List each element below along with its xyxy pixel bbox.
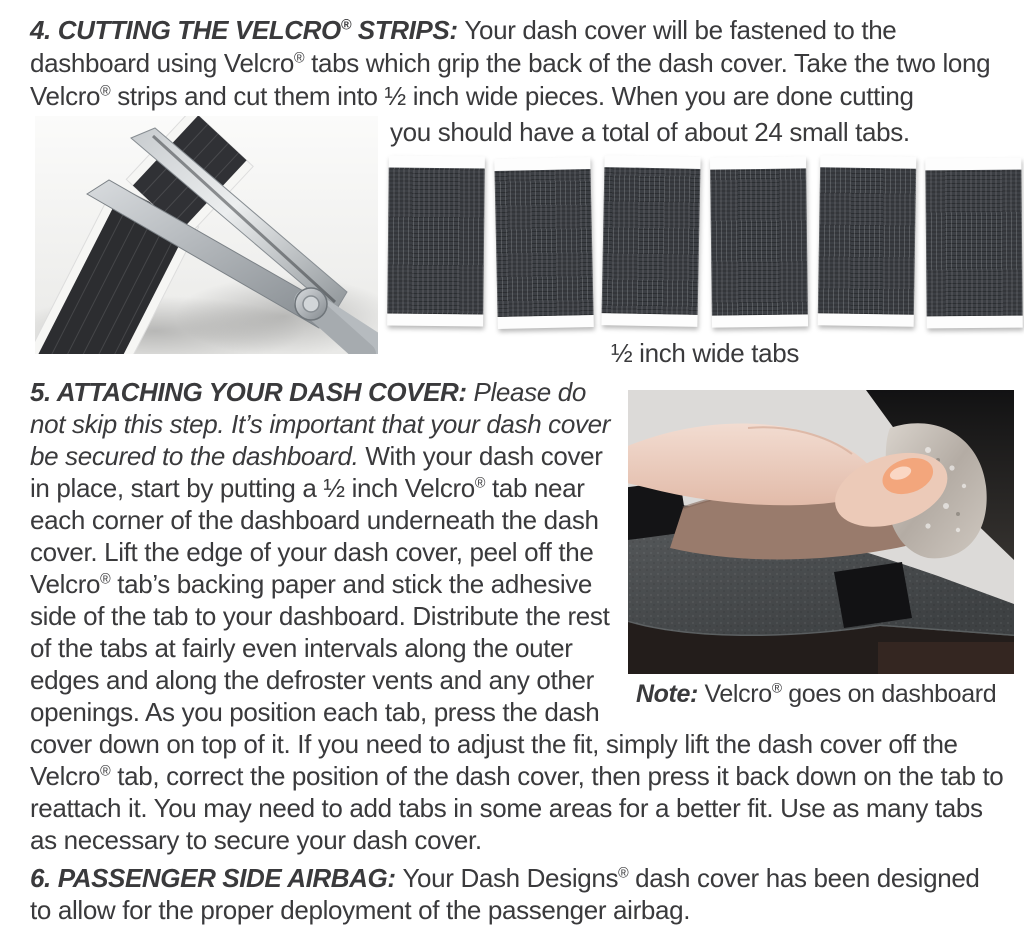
tabs-caption: ½ inch wide tabs <box>610 338 800 368</box>
scissors-cutting-velcro-illustration <box>35 116 378 354</box>
velcro-tab <box>494 157 593 329</box>
velcro-tabs-photo <box>388 156 1022 328</box>
velcro-tab <box>602 155 701 327</box>
velcro-weave <box>602 167 700 315</box>
section4-paragraph <box>30 14 998 113</box>
velcro-tab <box>710 156 808 327</box>
hand-lifting-dash-cover-illustration <box>628 390 1014 674</box>
velcro-tab <box>387 156 484 327</box>
velcro-weave <box>926 170 1023 317</box>
section4-body-continued: you should have a total of about 24 small tabs. <box>390 117 910 147</box>
velcro-weave <box>710 168 807 315</box>
section5-lead: Please do not skip this step. It’s important that your dash cover be secured to the dashboard. <box>30 377 611 471</box>
note-label: Note: <box>636 680 705 708</box>
section6-paragraph <box>30 862 998 926</box>
section4-body: Your dash cover will be fastened to the dashboard using Velcro® tabs which grip the back of the dash cover. Take the two long Velcro® strips and cut them into ½ inch wide pieces. When you are done cutting <box>30 15 991 111</box>
velcro-weave <box>818 167 916 314</box>
section5 <box>30 376 1014 856</box>
velcro-weave <box>494 169 593 317</box>
velcro-weave <box>387 168 484 315</box>
section6 <box>30 862 998 926</box>
note-text: Velcro® goes on dashboard <box>704 680 997 708</box>
scissors-photo <box>35 116 378 354</box>
section5-body: With your dash cover in place, start by putting a ½ inch Velcro® tab near each corner of the dashboard underneath the dash cover. Lift the edge of your dash cover, peel off the Velcro® tab’s backing paper and stick the adhesive side of the tab to your dashboard. Distribute the rest of the tabs at fairly even intervals along the outer edges and along the defroster vents and any other openings. As you position each tab, press the dash cover down on top of it. If you need to adjust the fit, simply lift the dash cover off the Velcro® tab, correct the position of the dash cover, then press it back down on the tab to reattach it. You may need to add tabs in some areas for a better fit. Use as many tabs as necessary to secure your dash cover. <box>30 441 1004 855</box>
section4-right-column <box>388 116 1022 368</box>
section5-heading: 5. ATTACHING YOUR DASH COVER: <box>30 377 474 407</box>
section6-body: Your Dash Designs® dash cover has been designed to allow for the proper deployment of the passenger airbag. <box>30 863 980 925</box>
velcro-tab <box>817 155 915 326</box>
dash-cover-figure <box>628 390 1014 708</box>
dash-figure-caption <box>628 680 1014 708</box>
section6-heading: 6. PASSENGER SIDE AIRBAG: <box>30 863 403 893</box>
section4-figure-row <box>35 116 1024 368</box>
section4-heading: 4. CUTTING THE VELCRO® STRIPS: <box>30 15 465 45</box>
velcro-tab <box>926 158 1023 329</box>
